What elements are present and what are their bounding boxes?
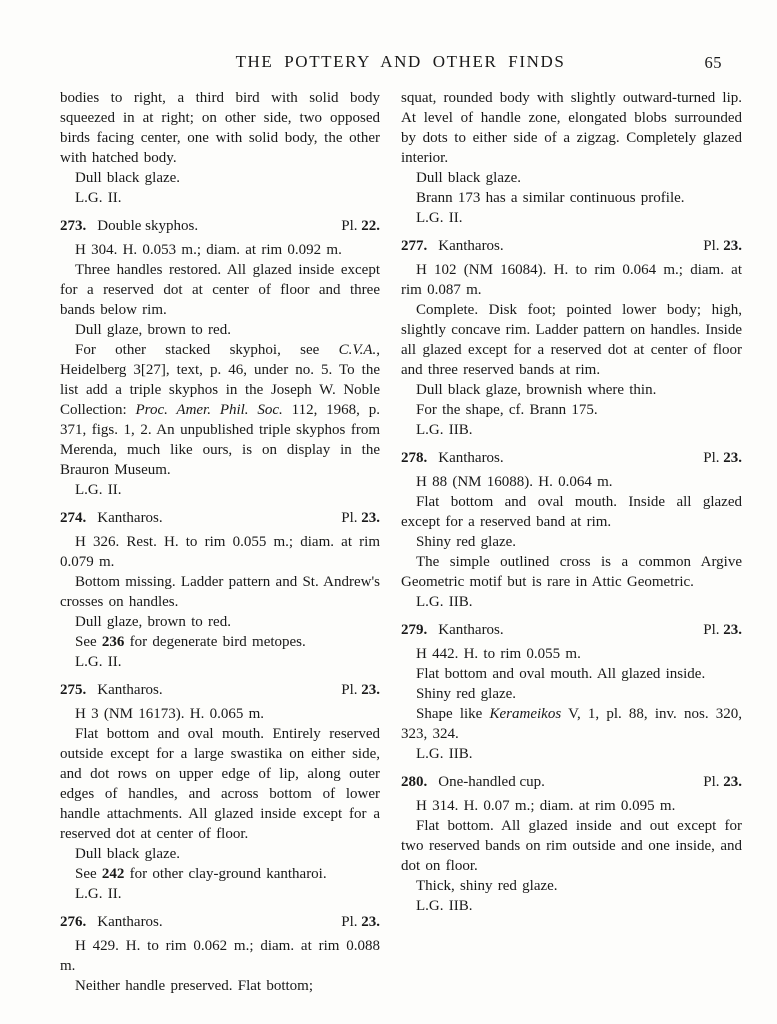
entry-paragraph: Three handles restored. All glazed inside except for a reserved dot at center of floor and three bands below rim. (60, 262, 380, 318)
entry-paragraph: H 429. H. to rim 0.062 m.; diam. at rim 0.088 m. (60, 938, 380, 974)
plate-prefix: Pl. (341, 682, 362, 698)
catalog-entry-continuation (60, 88, 380, 208)
plate-number: 23. (361, 914, 380, 930)
entry-name: One-handled cup. (438, 774, 545, 790)
entry-plate-reference (703, 772, 742, 792)
plate-prefix: Pl. (341, 914, 362, 930)
plate-prefix: Pl. (341, 218, 362, 234)
entry-paragraph: L.G. II. (75, 654, 122, 670)
catalog-entry (60, 508, 380, 672)
entry-name: Kantharos. (97, 510, 163, 526)
entry-paragraph: Dull glaze, brown to red. (75, 614, 231, 630)
entry-paragraph: The simple outlined cross is a common Argive Geometric motif but is rare in Attic Geometric. (401, 554, 742, 590)
entry-plate-reference (341, 912, 380, 932)
entry-plate-reference (341, 216, 380, 236)
catalog-entry (60, 216, 380, 500)
entry-number: 275. (60, 682, 87, 698)
catalog-entry (401, 772, 742, 916)
plate-prefix: Pl. (341, 510, 362, 526)
entry-paragraph: H 314. H. 0.07 m.; diam. at rim 0.095 m. (416, 798, 676, 814)
entry-paragraph: Complete. Disk foot; pointed lower body; high, slightly concave rim. Ladder pattern on handles. Inside all glazed except for a reserved dot at center of floor and three reserved bands at rim. (401, 302, 742, 378)
entry-paragraph: For other stacked skyphoi, see C.V.A., Heidelberg 3[27], text, p. 46, under no. 5. To the list add a triple skyphos in the Joseph W. Noble Collection: Proc. Amer. Phil. Soc. 112, 1968, p. 371, figs. 1, 2. An unpublished triple skyphos from Merenda, much like ours, is on display in the Brauron Museum. (60, 342, 380, 478)
left-column (60, 88, 380, 996)
entry-number: 274. (60, 510, 87, 526)
plate-number: 23. (723, 238, 742, 254)
entry-paragraph: Brann 173 has a similar continuous profile. (416, 190, 685, 206)
entry-number: 276. (60, 914, 87, 930)
running-head (60, 52, 741, 74)
entry-heading (401, 620, 742, 640)
entry-paragraph: L.G. IIB. (416, 898, 473, 914)
entry-paragraph: Dull black glaze, brownish where thin. (416, 382, 657, 398)
bold-text: 242 (101, 866, 125, 882)
plate-number: 23. (723, 774, 742, 790)
entry-heading (60, 216, 380, 236)
entry-paragraph: L.G. II. (75, 190, 122, 206)
entry-paragraph: squat, rounded body with slightly outward-turned lip. At level of handle zone, elongated blobs surrounded by dots to either side of a zigzag. Completely glazed interior. (401, 90, 742, 166)
entry-number: 273. (60, 218, 87, 234)
catalog-entry (401, 236, 742, 440)
entry-paragraph: Dull glaze, brown to red. (75, 322, 231, 338)
page-number: 65 (704, 53, 722, 72)
entry-paragraph: Flat bottom and oval mouth. Inside all glazed except for a reserved band at rim. (401, 494, 742, 530)
text-columns (60, 88, 742, 996)
entry-name: Kantharos. (438, 450, 504, 466)
right-column (401, 88, 742, 996)
entry-paragraph: Dull black glaze. (75, 170, 181, 186)
plate-prefix: Pl. (703, 450, 724, 466)
entry-heading (60, 912, 380, 932)
entry-paragraph: H 102 (NM 16084). H. to rim 0.064 m.; diam. at rim 0.087 m. (401, 262, 742, 298)
catalog-entry (401, 620, 742, 764)
entry-paragraph: Flat bottom and oval mouth. Entirely reserved outside except for a large swastika on either side, and dot rows on upper edge of lip, along outer edges of handles, and across bottom of lower handle attachments. All glazed inside except for a reserved dot at center of floor. (60, 726, 380, 842)
catalog-entry (60, 912, 380, 996)
entry-paragraph: Neither handle preserved. Flat bottom; (75, 978, 314, 994)
entry-paragraph: L.G. II. (75, 482, 122, 498)
entry-paragraph: For the shape, cf. Brann 175. (416, 402, 598, 418)
italic-text: C.V.A. (338, 342, 377, 358)
plate-prefix: Pl. (703, 238, 724, 254)
entry-heading (60, 508, 380, 528)
entry-name: Kantharos. (97, 682, 163, 698)
entry-paragraph: See 236 for degenerate bird metopes. (75, 634, 306, 650)
entry-plate-reference (703, 448, 742, 468)
entry-number: 278. (401, 450, 428, 466)
entry-heading (60, 680, 380, 700)
entry-number: 280. (401, 774, 428, 790)
entry-plate-reference (341, 680, 380, 700)
entry-paragraph: L.G. IIB. (416, 746, 473, 762)
bold-text: 236 (101, 634, 125, 650)
entry-heading (401, 236, 742, 256)
entry-name: Kantharos. (438, 238, 504, 254)
entry-paragraph: L.G. IIB. (416, 594, 473, 610)
entry-paragraph: Dull black glaze. (416, 170, 522, 186)
plate-number: 22. (361, 218, 380, 234)
entry-number: 277. (401, 238, 428, 254)
entry-paragraph: H 304. H. 0.053 m.; diam. at rim 0.092 m. (75, 242, 342, 258)
catalog-entry-continuation (401, 88, 742, 228)
entry-paragraph: Flat bottom and oval mouth. All glazed inside. (416, 666, 706, 682)
entry-name: Double skyphos. (97, 218, 199, 234)
entry-paragraph: bodies to right, a third bird with solid body squeezed in at right; on other side, two opposed birds facing center, one with solid body, the other with hatched body. (60, 90, 380, 166)
entry-paragraph: H 442. H. to rim 0.055 m. (416, 646, 581, 662)
entry-paragraph: Flat bottom. All glazed inside and out except for two reserved bands on rim outside and one inside, and dot on floor. (401, 818, 742, 874)
italic-text: Kerameikos (489, 706, 562, 722)
plate-prefix: Pl. (703, 774, 724, 790)
entry-plate-reference (703, 620, 742, 640)
catalog-entry (401, 448, 742, 612)
catalog-entry (60, 680, 380, 904)
entry-heading (401, 772, 742, 792)
entry-paragraph: See 242 for other clay-ground kantharoi. (75, 866, 327, 882)
plate-number: 23. (361, 510, 380, 526)
italic-text: Proc. Amer. Phil. Soc. (135, 402, 283, 418)
entry-paragraph: H 326. Rest. H. to rim 0.055 m.; diam. at rim 0.079 m. (60, 534, 380, 570)
plate-prefix: Pl. (703, 622, 724, 638)
entry-paragraph: Bottom missing. Ladder pattern and St. Andrew's crosses on handles. (60, 574, 381, 610)
page-title: THE POTTERY AND OTHER FINDS (235, 52, 566, 71)
entry-heading (401, 448, 742, 468)
entry-paragraph: H 88 (NM 16088). H. 0.064 m. (416, 474, 613, 490)
entry-number: 279. (401, 622, 428, 638)
entry-paragraph: Shiny red glaze. (416, 534, 517, 550)
entry-paragraph: H 3 (NM 16173). H. 0.065 m. (75, 706, 264, 722)
entry-name: Kantharos. (97, 914, 163, 930)
entry-paragraph: L.G. II. (416, 210, 463, 226)
entry-paragraph: Shiny red glaze. (416, 686, 517, 702)
entry-paragraph: Dull black glaze. (75, 846, 181, 862)
entry-paragraph: L.G. IIB. (416, 422, 473, 438)
entry-name: Kantharos. (438, 622, 504, 638)
plate-number: 23. (723, 622, 742, 638)
entry-paragraph: Thick, shiny red glaze. (416, 878, 558, 894)
entry-plate-reference (341, 508, 380, 528)
entry-paragraph: L.G. II. (75, 886, 122, 902)
entry-plate-reference (703, 236, 742, 256)
plate-number: 23. (361, 682, 380, 698)
entry-paragraph: Shape like Kerameikos V, 1, pl. 88, inv. nos. 320, 323, 324. (401, 706, 742, 742)
plate-number: 23. (723, 450, 742, 466)
